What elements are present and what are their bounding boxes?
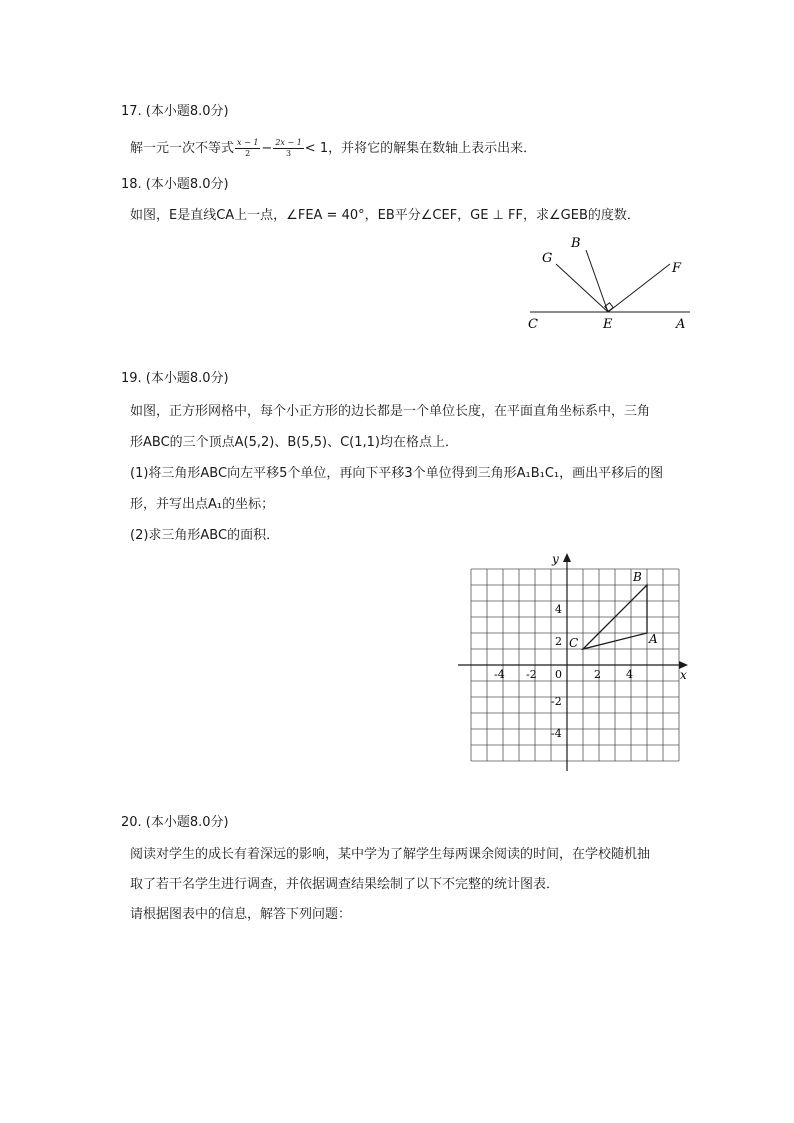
ray-EB <box>586 250 608 312</box>
label-B: B <box>571 236 581 251</box>
frac1-denominator: 2 <box>245 149 251 158</box>
q17-relation: < 1 <box>304 141 329 156</box>
q17-text <box>130 138 536 159</box>
frac1-numerator: x − 1 <box>237 138 259 147</box>
y-tick-label: 4 <box>555 603 562 616</box>
q19-line2: 形ABC的三个顶点A(5,2)、B(5,5)、C(1,1)均在格点上． <box>130 435 459 450</box>
q17-title: 17. (本小题8.0分) <box>121 104 229 119</box>
vertex-label-B: B <box>633 570 642 584</box>
q19-line4: 形，并写出点A₁的坐标； <box>130 497 275 512</box>
y-tick-label: -2 <box>551 695 562 708</box>
q19-line5: (2)求三角形ABC的面积． <box>130 528 280 543</box>
q20-title: 20. (本小题8.0分) <box>121 815 229 830</box>
q17-suffix: ，并将它的解集在数轴上表示出来． <box>328 141 537 156</box>
x-tick-label: -4 <box>494 668 505 681</box>
y-tick-label: -4 <box>551 727 562 740</box>
label-G: G <box>542 251 553 266</box>
label-E: E <box>603 317 613 332</box>
q19-line1: 如图，正方形网格中，每个小正方形的边长都是一个单位长度，在平面直角坐标系中，三角 <box>130 404 651 419</box>
x-axis-label: x <box>680 668 687 682</box>
q17-prefix: 解一元一次不等式 <box>130 141 235 156</box>
y-axis-arrow <box>563 553 571 562</box>
label-C: C <box>528 317 538 332</box>
q18-text: 如图，E是直线CA上一点，∠FEA = 40°，EB平分∠CEF，GE ⊥ FF，求∠GEB的度数． <box>130 208 640 223</box>
x-tick-label: 4 <box>626 668 633 681</box>
q19-coordinate-grid <box>440 545 700 780</box>
q20-line1: 阅读对学生的成长有着深远的影响，某中学为了解学生每两课余阅读的时间，在学校随机抽 <box>130 847 651 862</box>
ray-EF <box>608 264 670 312</box>
vertex-label-A: A <box>649 632 658 646</box>
q17-fraction-1 <box>235 138 260 159</box>
q19-title: 19. (本小题8.0分) <box>121 371 229 386</box>
origin-label: 0 <box>555 668 562 681</box>
q20-line3: 请根据图表中的信息，解答下列问题： <box>130 907 352 922</box>
q19-line3: (1)将三角形ABC向左平移5个单位，再向下平移3个单位得到三角形A₁B₁C₁，画出平移后的图 <box>130 466 664 481</box>
x-tick-label: 2 <box>594 668 601 681</box>
q18-title: 18. (本小题8.0分) <box>121 177 229 192</box>
ray-EG <box>556 264 608 312</box>
q17-minus: − <box>261 141 273 156</box>
frac2-numerator: 2x − 1 <box>275 138 302 147</box>
triangle-abc <box>569 570 658 650</box>
x-tick-label: -2 <box>526 668 537 681</box>
label-A: A <box>676 317 686 332</box>
frac2-denominator: 3 <box>286 149 292 158</box>
q18-angle-figure <box>520 232 700 332</box>
q20-line2: 取了若干名学生进行调查，并依据调查结果绘制了以下不完整的统计图表． <box>130 877 560 892</box>
label-F: F <box>672 261 682 276</box>
y-axis-label: y <box>552 552 559 566</box>
y-tick-label: 2 <box>555 635 562 648</box>
q17-fraction-2 <box>273 138 303 159</box>
vertex-label-C: C <box>569 636 579 650</box>
